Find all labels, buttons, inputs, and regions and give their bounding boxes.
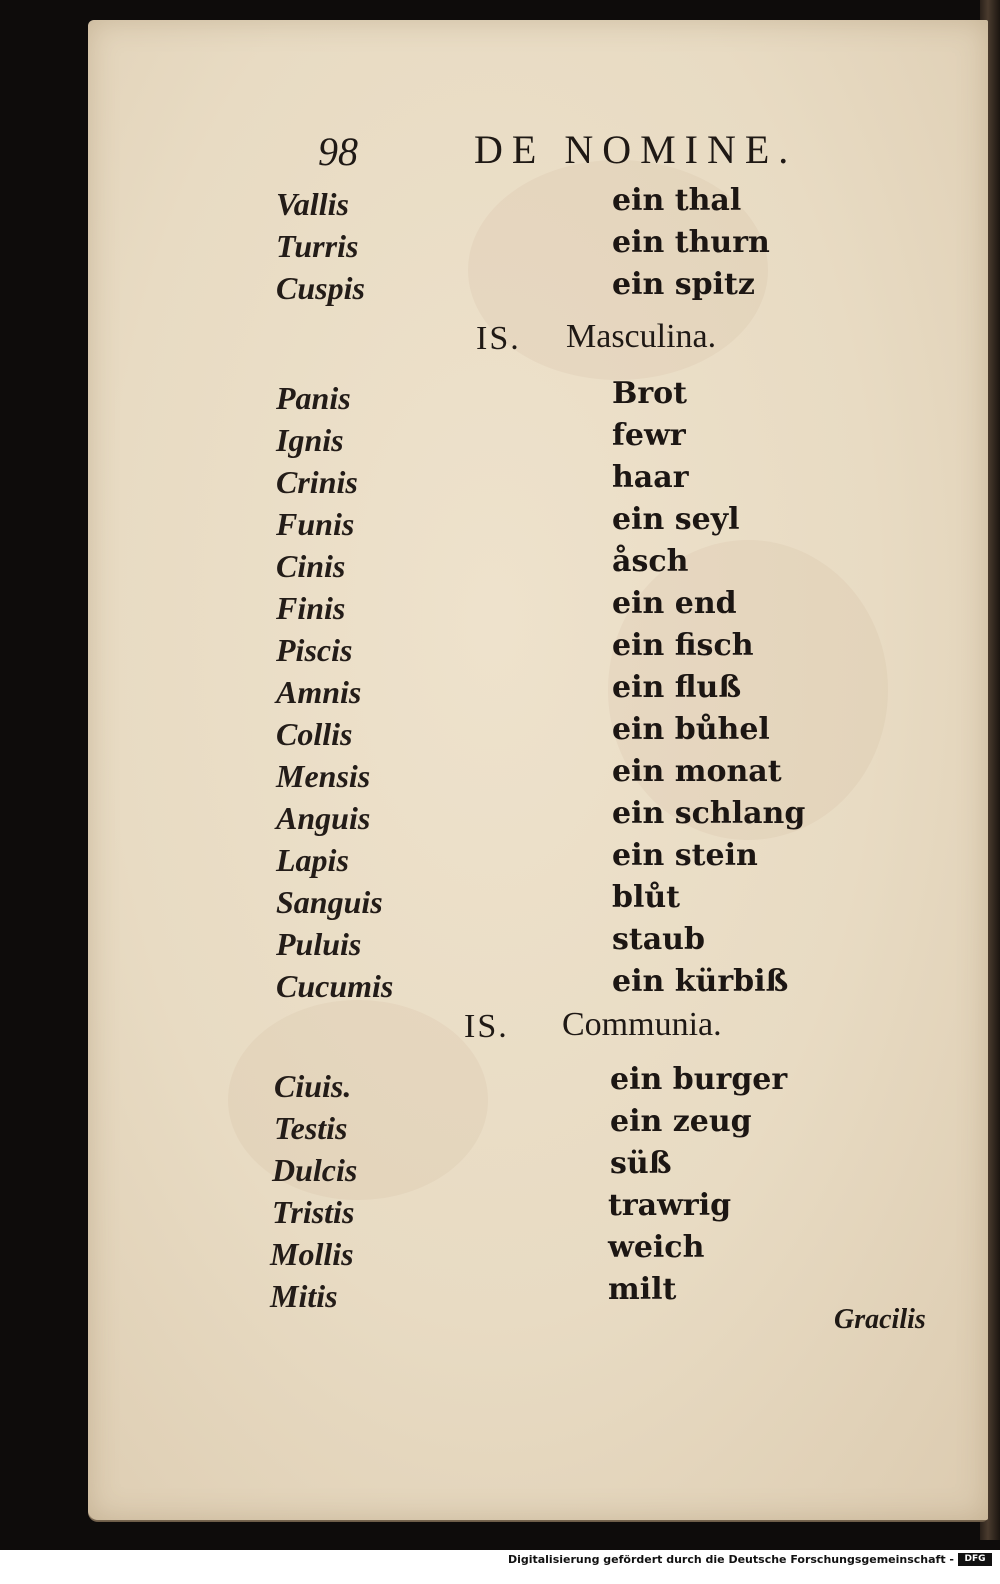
german-translation: ein bůhel	[612, 712, 770, 747]
latin-term: Turris	[276, 228, 359, 264]
latin-term: Ignis	[276, 422, 344, 458]
digitization-credit: Digitalisierung gefördert durch die Deutsche Forschungsgemeinschaft -	[507, 1553, 954, 1566]
german-translation: ein schlang	[612, 796, 806, 831]
page-number: 98	[318, 129, 358, 174]
dfg-logo: DFG	[958, 1553, 992, 1566]
german-translation: ein burger	[610, 1062, 788, 1097]
german-translation: blůt	[612, 880, 681, 915]
german-translation: staub	[612, 922, 705, 957]
german-translation: milt	[608, 1272, 677, 1307]
latin-term: Panis	[276, 380, 351, 416]
latin-term: Ciuis.	[274, 1068, 352, 1104]
german-translation: ein fluß	[612, 670, 742, 705]
latin-term: Dulcis	[272, 1152, 358, 1188]
latin-term: Tristis	[272, 1194, 355, 1230]
german-translation: ein zeug	[610, 1104, 752, 1139]
book-page	[88, 20, 988, 1520]
german-translation: Brot	[612, 376, 688, 411]
latin-term: Cuspis	[276, 270, 365, 306]
latin-term: Funis	[276, 506, 355, 542]
german-translation: ein thal	[612, 183, 742, 218]
german-translation: haar	[612, 460, 689, 495]
section-heading: Masculina.	[566, 318, 717, 355]
latin-term: Sanguis	[276, 884, 383, 920]
running-head: DE NOMINE.	[474, 127, 798, 172]
latin-term: Mensis	[276, 758, 371, 794]
german-translation: trawrig	[608, 1188, 732, 1223]
latin-term: Puluis	[276, 926, 362, 962]
section-heading: Communia.	[562, 1006, 722, 1043]
latin-term: Cinis	[276, 548, 346, 584]
german-translation: ein stein	[612, 838, 758, 873]
latin-term: Crinis	[276, 464, 358, 500]
german-translation: ein seyl	[612, 502, 740, 537]
latin-term: Testis	[274, 1110, 348, 1146]
german-translation: süß	[610, 1146, 672, 1181]
latin-term: Lapis	[276, 842, 349, 878]
section-suffix: IS.	[464, 1008, 509, 1045]
latin-term: Mollis	[270, 1236, 354, 1272]
latin-term: Anguis	[276, 800, 371, 836]
latin-term: Amnis	[276, 674, 362, 710]
section-suffix: IS.	[476, 320, 521, 357]
german-translation: ein thurn	[612, 225, 770, 260]
german-translation: fewr	[612, 418, 686, 453]
latin-term: Vallis	[276, 186, 349, 222]
german-translation: weich	[608, 1230, 705, 1265]
latin-term: Cucumis	[276, 968, 394, 1004]
paper-stain	[228, 1000, 488, 1200]
german-translation: ein fisch	[612, 628, 754, 663]
latin-term: Collis	[276, 716, 353, 752]
german-translation: ein monat	[612, 754, 782, 789]
german-translation: ein kürbiß	[612, 964, 789, 999]
german-translation: ein spitz	[612, 267, 755, 302]
german-translation: ein end	[612, 586, 737, 621]
catchword: Gracilis	[834, 1304, 926, 1335]
latin-term: Finis	[276, 590, 346, 626]
german-translation: åsch	[612, 544, 689, 579]
latin-term: Mitis	[270, 1278, 338, 1314]
latin-term: Piscis	[276, 632, 353, 668]
